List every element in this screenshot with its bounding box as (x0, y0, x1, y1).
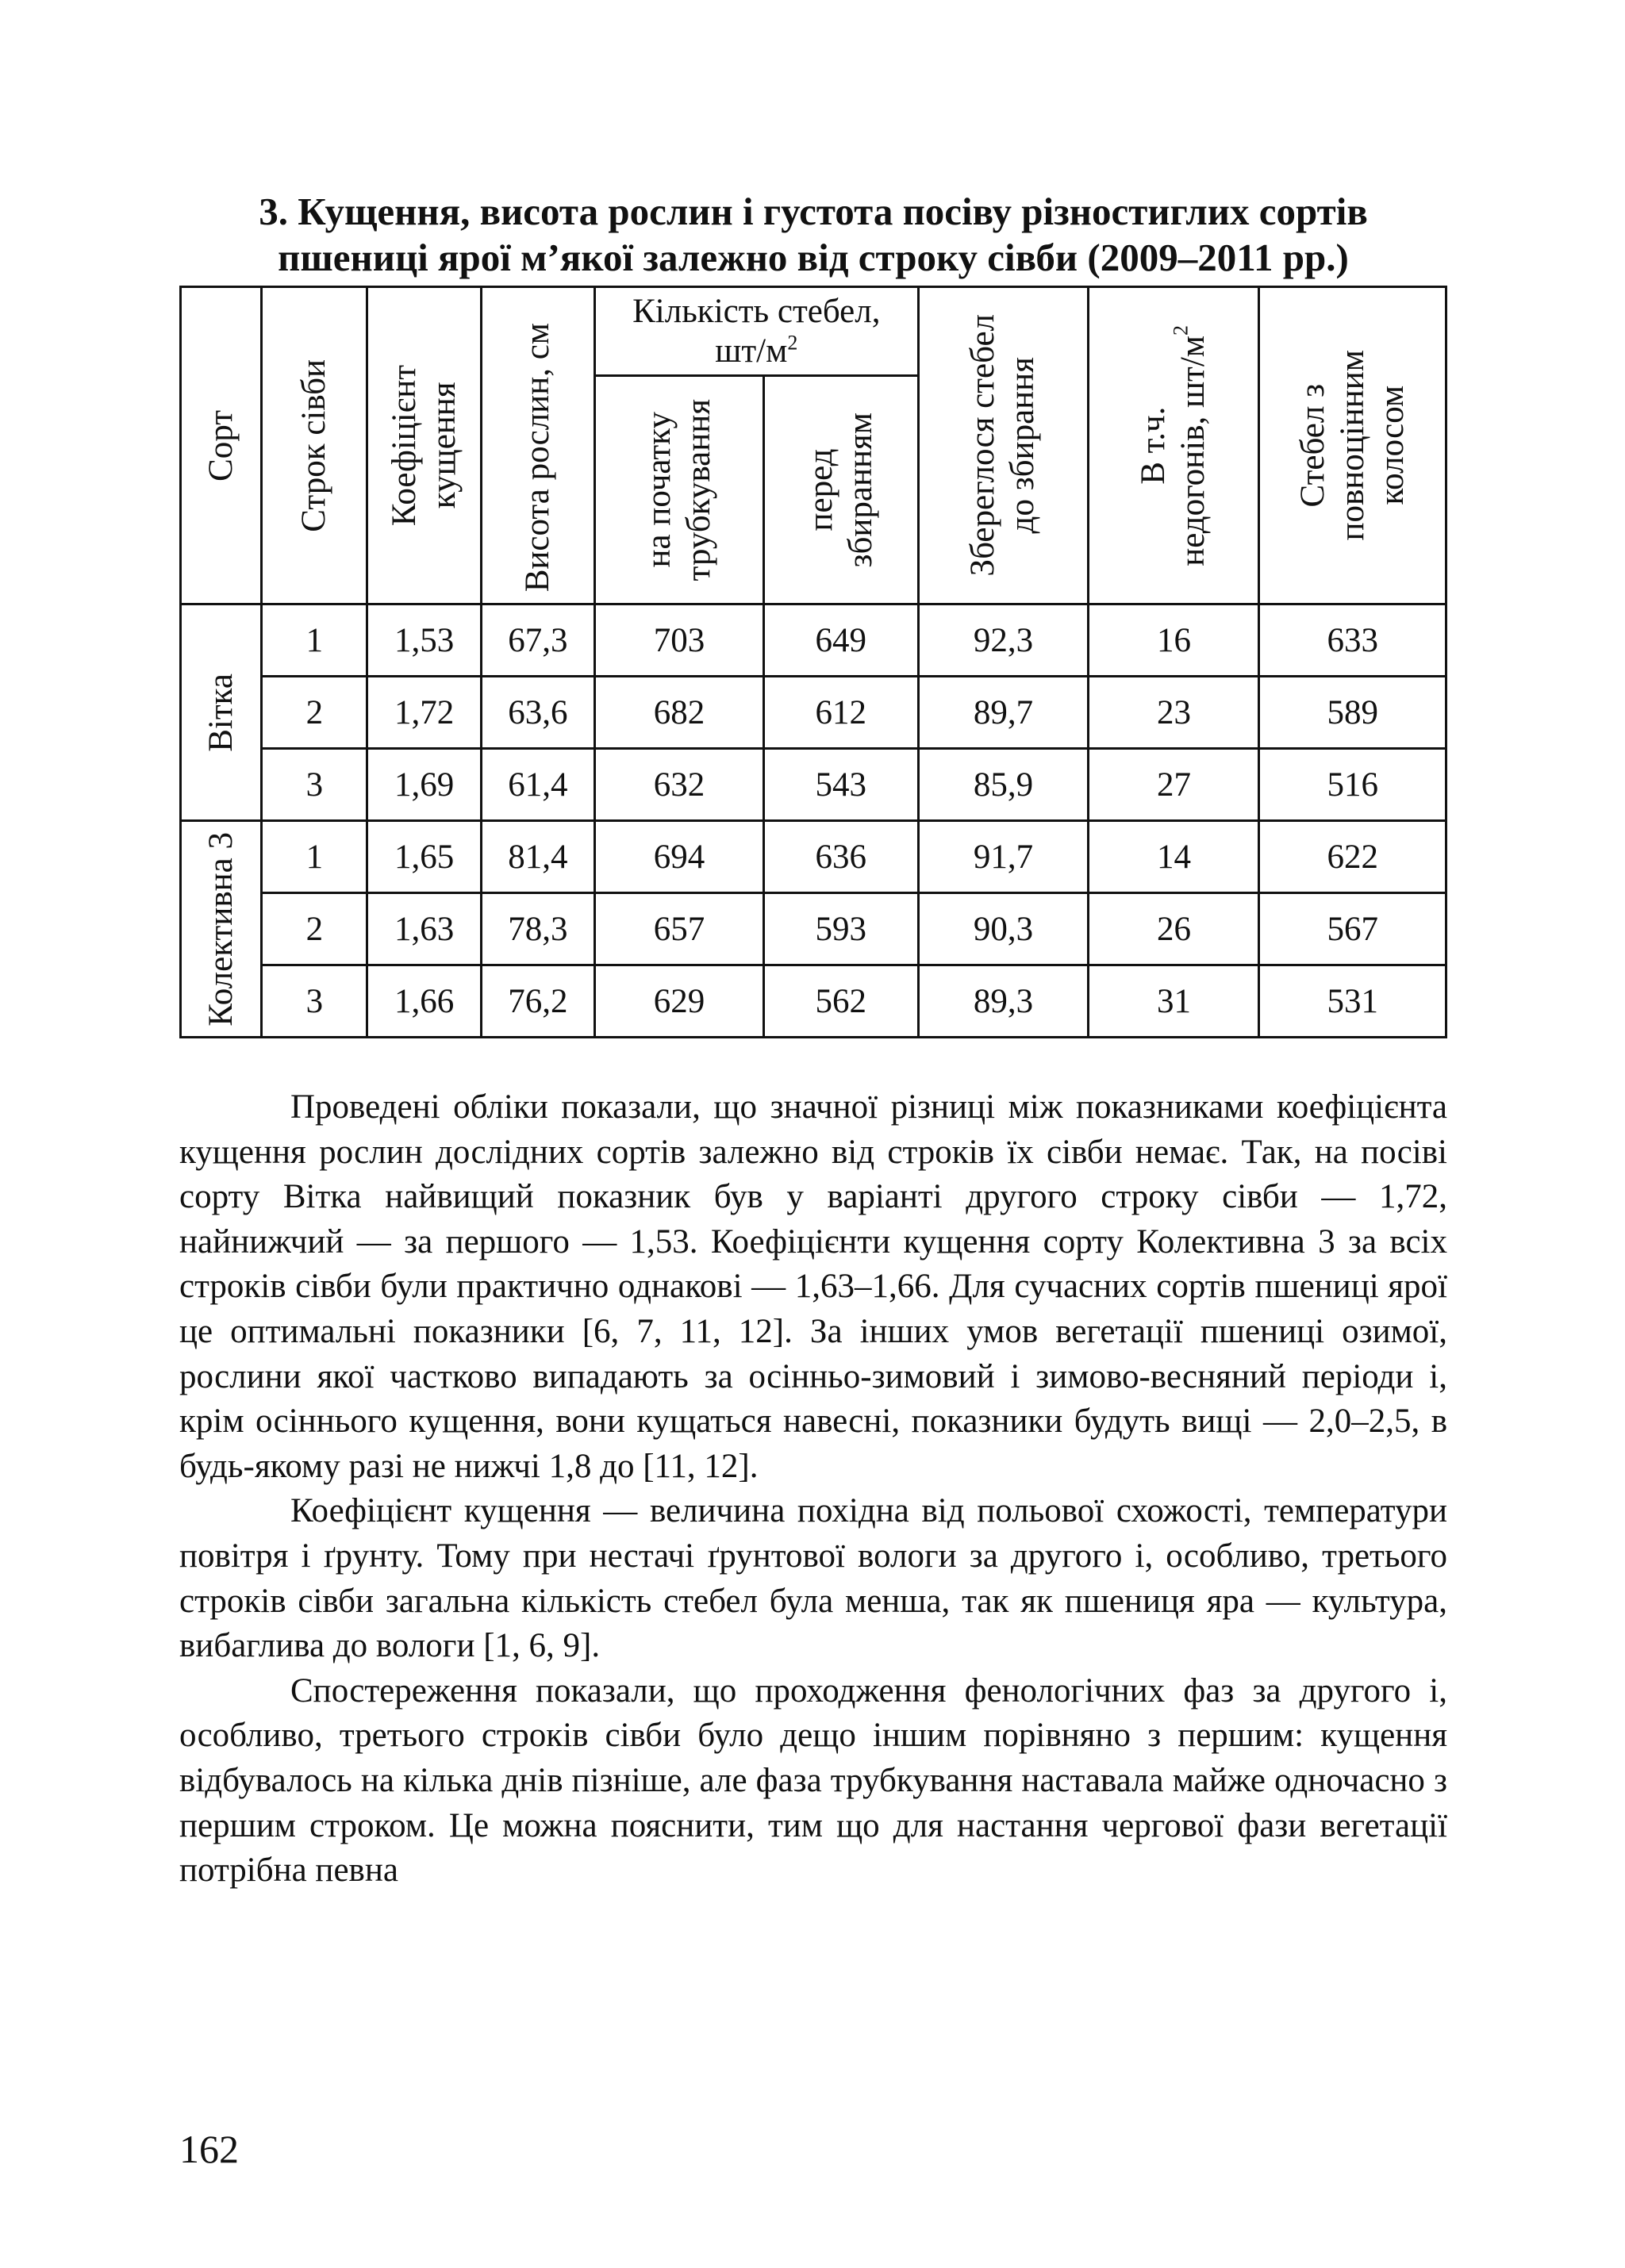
table-cell: 531 (1259, 965, 1446, 1038)
table-cell: 81,4 (481, 821, 594, 893)
table-cell: 1,72 (367, 677, 481, 749)
caption-line-1: 3. Кущення, висота рослин і густота посіву різностиглих сортів (259, 190, 1368, 233)
table-cell: 543 (764, 749, 919, 821)
table-cell: 61,4 (481, 749, 594, 821)
header-pered: перед збиранням (764, 376, 919, 604)
table-cell: 16 (1089, 604, 1259, 677)
body-text (179, 1085, 1447, 1894)
header-kilkist: Кількість стебел, $шт/м^2$ (595, 287, 918, 376)
table-cell: 91,7 (918, 821, 1089, 893)
table-cell: 1 (262, 604, 367, 677)
table-cell: 2 (262, 677, 367, 749)
table-row (181, 821, 1446, 893)
table-cell: 589 (1259, 677, 1446, 749)
table-cell: 1,65 (367, 821, 481, 893)
table-cell: 2 (262, 893, 367, 965)
table-cell: 27 (1089, 749, 1259, 821)
paragraph: Спостереження показали, що проходження фенологічних фаз за другого і, особливо, третього строків сівби було дещо іншим порівняно з першим: кущення відбувалось на кілька днів пізніше, але фаза трубкування наставала майже одночасно з першим строком. Це можна пояснити, тим що для настання чергової фази вегетації потрібна певна (179, 1671, 1447, 1890)
header-koef: Коефіцієнт кущення (367, 287, 481, 604)
caption-line-2: пшениці ярої м’якої залежно від строку сівби (2009–2011 рр.) (278, 236, 1349, 279)
table-row (181, 965, 1446, 1038)
table-cell: 593 (764, 893, 919, 965)
table-cell: 85,9 (918, 749, 1089, 821)
table-cell: 3 (262, 965, 367, 1038)
table-cell: 612 (764, 677, 919, 749)
table-cell: 682 (595, 677, 764, 749)
table-cell: 633 (1259, 604, 1446, 677)
table-cell: 1,53 (367, 604, 481, 677)
table-cell: 89,3 (918, 965, 1089, 1038)
group-label-vitka: Вітка (181, 604, 262, 821)
table-row (181, 893, 1446, 965)
table-cell: 1,66 (367, 965, 481, 1038)
table-cell: 694 (595, 821, 764, 893)
table-cell: 76,2 (481, 965, 594, 1038)
table-caption (175, 189, 1452, 281)
table-cell: 89,7 (918, 677, 1089, 749)
data-table (179, 286, 1447, 1038)
header-stebel: Стебел з повноцінним колосом (1259, 287, 1446, 604)
header-zbereglosia: Збереглося стебел до збирання (918, 287, 1089, 604)
table-cell: 78,3 (481, 893, 594, 965)
table-row (181, 604, 1446, 677)
table-cell: 92,3 (918, 604, 1089, 677)
table-cell: 1,63 (367, 893, 481, 965)
table-cell: 1,69 (367, 749, 481, 821)
table-row (181, 749, 1446, 821)
table-cell: 649 (764, 604, 919, 677)
table-cell: 90,3 (918, 893, 1089, 965)
table-cell: 26 (1089, 893, 1259, 965)
table-cell: 632 (595, 749, 764, 821)
header-vysota: Висота рослин, см (481, 287, 594, 604)
header-na-pochatku: на початку трубкування (595, 376, 764, 604)
table-row (181, 677, 1446, 749)
table-cell: 562 (764, 965, 919, 1038)
table-cell: 657 (595, 893, 764, 965)
table-cell: 63,6 (481, 677, 594, 749)
paragraph: Проведені обліки показали, що значної різниці між показниками коефіцієнта кущення рослин дослідних сортів залежно від строків їх сівби немає. Так, на посіві сорту Вітка найвищий показник був у варіанті другого строку сівби — 1,72, найнижчий — за першого — 1,53. Коефіцієнти кущення сорту Колективна 3 за всіх строків сівби були практично однакові — 1,63–1,66. Для сучасних сортів пшениці ярої це оптимальні показники [6, 7, 11, 12]. За інших умов вегетації пшениці озимої, рослини якої частково випадають за осінньо-зимовий і зимово-весняний періоди і, крім осіннього кущення, вони кущаться навесні, показники будуть вищі — 2,0–2,5, в будь-якому разі не нижчі 1,8 до [11, 12]. (179, 1088, 1447, 1485)
table-cell: 23 (1089, 677, 1259, 749)
table-cell: 31 (1089, 965, 1259, 1038)
header-strok: Строк сівби (262, 287, 367, 604)
group-label-kolektyvna: Колективна 3 (181, 821, 262, 1038)
table-cell: 567 (1259, 893, 1446, 965)
table-cell: 3 (262, 749, 367, 821)
header-nedogony: В т.ч. недогонів, $шт/м^2$ (1089, 287, 1259, 604)
page-number: 162 (179, 2127, 239, 2171)
table-cell: 67,3 (481, 604, 594, 677)
table-cell: 516 (1259, 749, 1446, 821)
table-cell: 629 (595, 965, 764, 1038)
table-cell: 14 (1089, 821, 1259, 893)
table-cell: 636 (764, 821, 919, 893)
table-cell: 703 (595, 604, 764, 677)
table-cell: 622 (1259, 821, 1446, 893)
table-cell: 1 (262, 821, 367, 893)
paragraph: Коефіцієнт кущення — величина похідна від польової схожості, температури повітря і ґрунту. Тому при нестачі ґрунтової вологи за другого і, особливо, третього строків сівби загальна кількість стебел була менша, так як пшениця яра — культура, вибаглива до вологи [1, 6, 9]. (179, 1492, 1447, 1665)
header-sort: Сорт (181, 287, 262, 604)
